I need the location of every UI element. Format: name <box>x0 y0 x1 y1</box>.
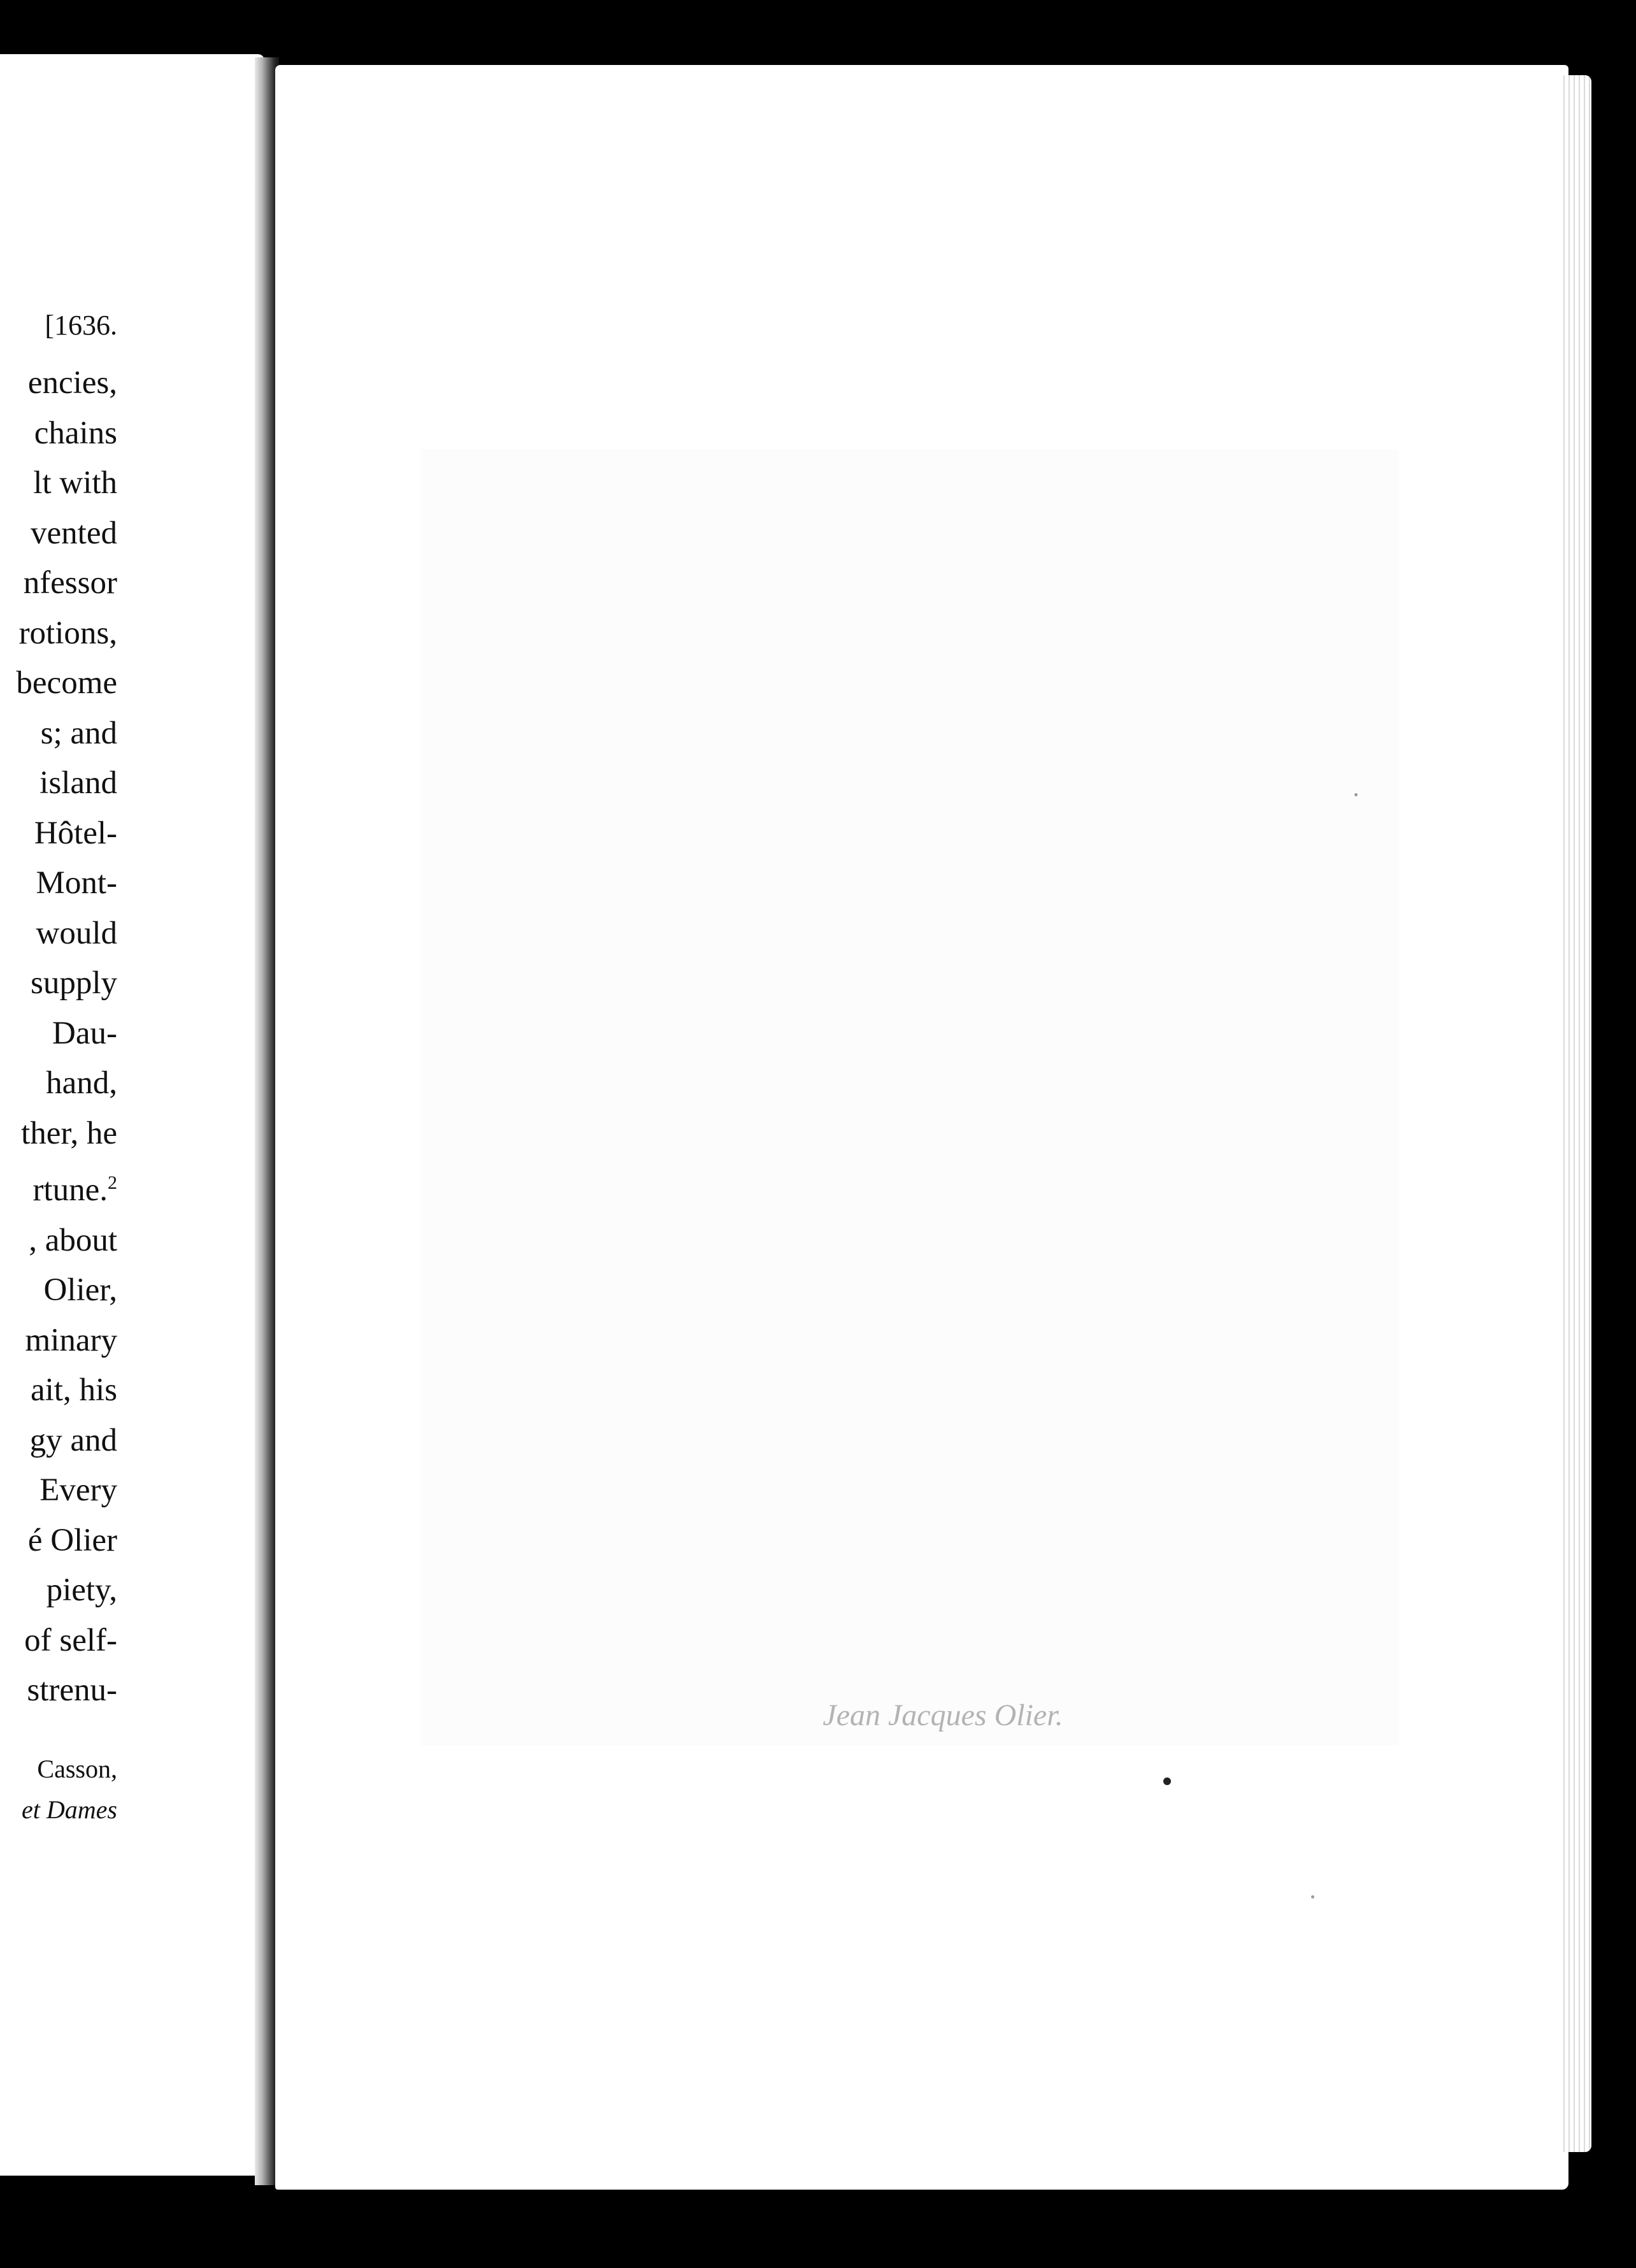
footnote-line: Casson, <box>37 1754 117 1783</box>
text-line: strenu- <box>27 1672 117 1708</box>
page-edges <box>1560 75 1591 2152</box>
page-header-year: [1636. <box>45 310 117 341</box>
left-page <box>0 54 264 2176</box>
text-line: hand, <box>46 1065 117 1101</box>
text-line: island <box>39 765 117 801</box>
footnotes <box>0 1749 117 1830</box>
text-line-content: rtune. <box>32 1172 108 1208</box>
specks <box>1354 793 1358 796</box>
text-line: Mont- <box>36 865 117 901</box>
text-line: would <box>36 915 117 951</box>
text-line: become <box>16 665 117 701</box>
text-line: Dau- <box>52 1015 117 1051</box>
text-line: gy and <box>29 1422 117 1458</box>
left-page-text <box>0 309 117 1830</box>
text-line: vented <box>31 515 117 551</box>
text-line: Hôtel- <box>34 815 117 851</box>
text-line: minary <box>25 1322 117 1358</box>
text-line: rotions, <box>18 615 117 651</box>
plate-area <box>420 449 1398 1746</box>
text-line: é Olier <box>27 1522 117 1558</box>
text-line: Every <box>39 1472 117 1508</box>
text-line: nfessor <box>23 565 117 601</box>
specks <box>1311 1895 1314 1898</box>
text-line <box>0 1158 117 1216</box>
text-line: , about <box>29 1222 117 1258</box>
text-line: Olier, <box>43 1272 117 1308</box>
text-line: piety, <box>46 1572 117 1608</box>
footnote-line: et Dames <box>22 1795 117 1824</box>
text-line: supply <box>30 965 117 1001</box>
text-line: chains <box>34 415 117 451</box>
text-line: ait, his <box>31 1372 117 1408</box>
text-line: s; and <box>40 715 117 751</box>
text-line: ther, he <box>21 1115 117 1151</box>
specks <box>1163 1777 1171 1785</box>
plate-caption: Jean Jacques Olier. <box>822 1698 1063 1732</box>
text-line: encies, <box>27 365 117 401</box>
footnote-reference: 2 <box>108 1172 117 1193</box>
text-lines <box>0 358 117 1716</box>
text-line: lt with <box>33 465 117 501</box>
text-line: of self- <box>24 1622 117 1658</box>
